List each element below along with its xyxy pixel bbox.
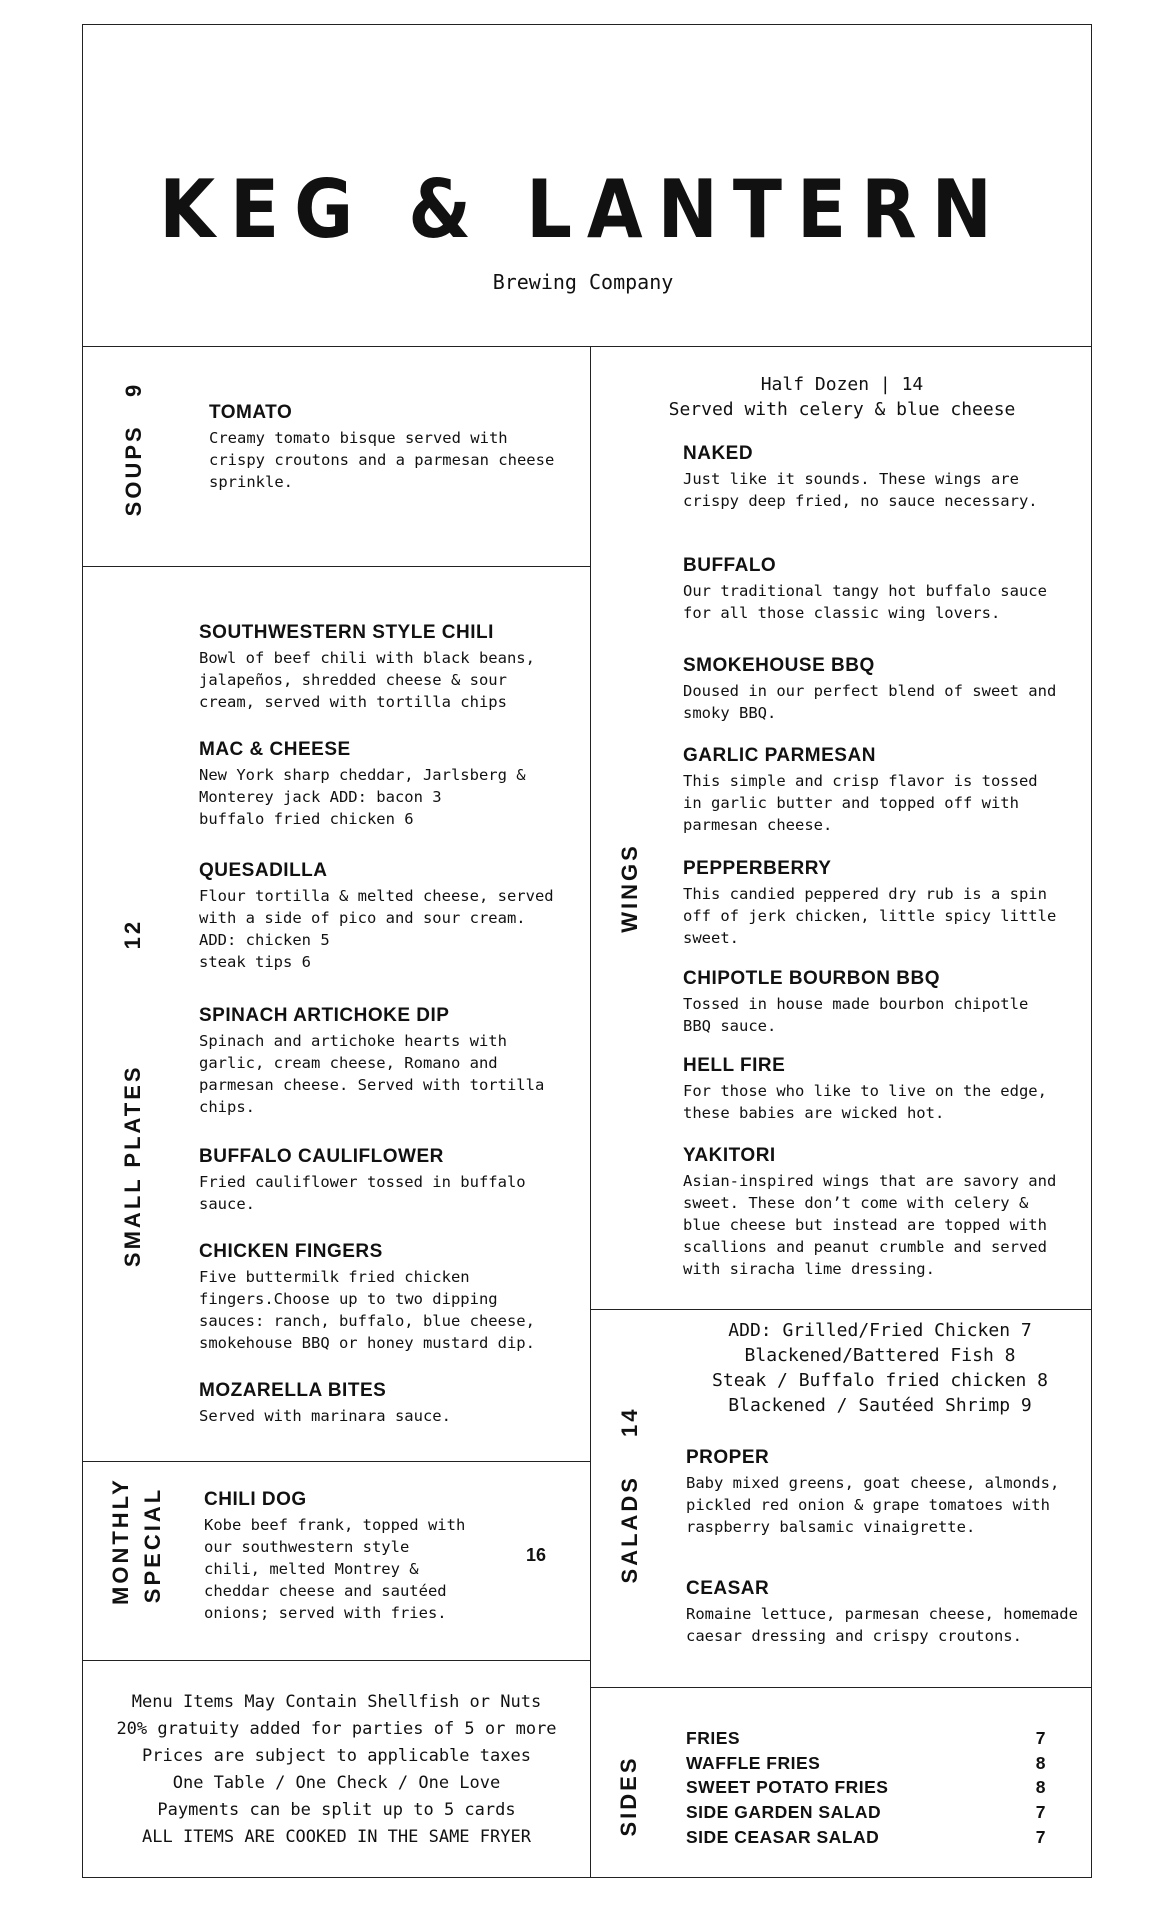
side-price: 8 (1035, 1777, 1046, 1797)
salads-price: 14 (617, 1406, 642, 1438)
item-desc: Spinach and artichoke hearts with garlic, cream cheese, Romano and parmesan cheese. Served with tortilla chips. (199, 1031, 545, 1116)
footer-note: One Table / One Check / One Love (172, 1773, 501, 1793)
menu-item (683, 1145, 1088, 1280)
side-item (686, 1753, 1046, 1777)
side-name: SWEET POTATO FRIES (686, 1777, 889, 1797)
soups-divider (82, 566, 590, 567)
item-desc: Kobe beef frank, topped with our southwestern style chili, melted Montrey & cheddar cheese and sautéed onions; served with fries. (204, 1515, 466, 1622)
menu-item (199, 739, 584, 830)
salads-add-line: Steak / Buffalo fried chicken 8 (712, 1370, 1048, 1391)
side-name: SIDE CEASAR SALAD (686, 1827, 880, 1847)
sides-label: SIDES (616, 1755, 641, 1837)
salads-add-line: Blackened / Sautéed Shrimp 9 (728, 1395, 1032, 1416)
wings-note-line2: Served with celery & blue cheese (668, 399, 1016, 420)
menu-item (683, 555, 1088, 624)
item-name: GARLIC PARMESAN (683, 745, 876, 766)
menu-item (199, 860, 584, 973)
item-name: PEPPERBERRY (683, 858, 832, 879)
wings-label: WINGS (617, 843, 642, 933)
menu-item (683, 443, 1088, 512)
salads-label-text: SALADS (617, 1475, 642, 1584)
salads-add-line: Blackened/Battered Fish 8 (744, 1345, 1016, 1366)
small-plates-price: 12 (120, 918, 145, 950)
menu-item (199, 1241, 584, 1354)
item-name: SMOKEHOUSE BBQ (683, 655, 875, 676)
menu-item (204, 1489, 504, 1624)
salads-label (617, 1395, 647, 1595)
soups-label (121, 349, 151, 549)
restaurant-title: KEG & LANTERN (159, 163, 1007, 256)
item-name: SPINACH ARTICHOKE DIP (199, 1005, 450, 1026)
item-desc: This candied peppered dry rub is a spin off of jerk chicken, little spicy little sweet. (683, 884, 1057, 947)
item-desc: Tossed in house made bourbon chipotle BBQ sauce. (683, 994, 1029, 1035)
soups-label-text: SOUPS (121, 424, 146, 517)
monthly-special-label (105, 1477, 169, 1605)
item-name: NAKED (683, 443, 754, 464)
menu-item (199, 1146, 584, 1215)
item-name: CEASAR (686, 1578, 770, 1599)
item-name: CHICKEN FINGERS (199, 1241, 383, 1262)
wings-note (592, 372, 1092, 422)
item-desc: Five buttermilk fried chicken fingers.Choose up to two dipping sauces: ranch, buffalo, blue cheese, smokehouse BBQ or honey mustard dip. (199, 1267, 535, 1352)
item-name: CHIPOTLE BOURBON BBQ (683, 968, 940, 989)
item-desc: Served with marinara sauce. (199, 1406, 451, 1425)
side-name: FRIES (686, 1728, 741, 1748)
item-name: QUESADILLA (199, 860, 328, 881)
footer-note: Prices are subject to applicable taxes (142, 1746, 531, 1766)
footer-note: Menu Items May Contain Shellfish or Nuts (131, 1692, 542, 1712)
salads-add-line: ADD: Grilled/Fried Chicken 7 (728, 1320, 1032, 1341)
item-desc: This simple and crisp flavor is tossed in garlic butter and topped off with parmesan cheese. (683, 771, 1038, 834)
menu-item (683, 858, 1088, 949)
monthly-special-label-line2: SPECIAL (140, 1486, 165, 1604)
item-desc: Our traditional tangy hot buffalo sauce for all those classic wing lovers. (683, 581, 1047, 622)
monthly-special-price: 16 (526, 1545, 547, 1565)
footer-note: Payments can be split up to 5 cards (157, 1800, 516, 1820)
item-name: SOUTHWESTERN STYLE CHILI (199, 622, 494, 643)
item-name: BUFFALO (683, 555, 777, 576)
small-plates-label-text: SMALL PLATES (120, 1064, 145, 1268)
wings-divider (590, 1309, 1092, 1310)
menu-item (686, 1447, 1090, 1538)
wings-note-line1: Half Dozen | 14 (760, 374, 924, 395)
item-name: MOZARELLA BITES (199, 1380, 387, 1401)
side-item (686, 1802, 1046, 1826)
footer-notes (84, 1689, 589, 1851)
menu-item (683, 655, 1088, 724)
item-desc: Bowl of beef chili with black beans, jalapeños, shredded cheese & sour cream, served with tortilla chips (199, 648, 535, 711)
item-desc: Doused in our perfect blend of sweet and smoky BBQ. (683, 681, 1057, 722)
item-desc: Creamy tomato bisque served with crispy croutons and a parmesan cheese sprinkle. (209, 428, 555, 491)
item-desc: Flour tortilla & melted cheese, served with a side of pico and sour cream. ADD: chicken 5 steak tips 6 (199, 886, 554, 971)
item-name: PROPER (686, 1447, 770, 1468)
side-item (686, 1777, 1046, 1801)
header-divider (82, 346, 1092, 347)
side-item (686, 1728, 1046, 1752)
menu-item (683, 745, 1088, 836)
menu-item (199, 1380, 584, 1427)
restaurant-subtitle: Brewing Company (492, 270, 674, 294)
item-name: HELL FIRE (683, 1055, 786, 1076)
menu-item (686, 1578, 1090, 1647)
item-desc: Just like it sounds. These wings are crispy deep fried, no sauce necessary. (683, 469, 1038, 510)
menu-item (199, 1005, 584, 1118)
monthly-special-label-line1: MONTHLY (108, 1477, 133, 1605)
item-name: TOMATO (209, 402, 293, 423)
side-name: WAFFLE FRIES (686, 1753, 821, 1773)
small-plates-label (120, 848, 150, 1338)
side-price: 7 (1035, 1827, 1046, 1847)
menu-item (209, 402, 579, 493)
item-name: MAC & CHEESE (199, 739, 351, 760)
salads-divider (590, 1687, 1092, 1688)
side-name: SIDE GARDEN SALAD (686, 1802, 882, 1822)
side-item (686, 1827, 1046, 1851)
item-name: BUFFALO CAULIFLOWER (199, 1146, 444, 1167)
salads-add-note (640, 1318, 1120, 1418)
item-name: CHILI DOG (204, 1489, 307, 1510)
item-desc: Baby mixed greens, goat cheese, almonds, pickled red onion & grape tomatoes with raspberry balsamic vinaigrette. (686, 1473, 1060, 1536)
soups-price: 9 (121, 381, 146, 397)
item-desc: For those who like to live on the edge, these babies are wicked hot. (683, 1081, 1047, 1122)
menu-item (683, 1055, 1088, 1124)
side-price: 7 (1035, 1728, 1046, 1748)
item-name: YAKITORI (683, 1145, 776, 1166)
item-desc: Romaine lettuce, parmesan cheese, homemade caesar dressing and crispy croutons. (686, 1604, 1078, 1645)
footer-note: ALL ITEMS ARE COOKED IN THE SAME FRYER (142, 1827, 531, 1847)
menu-item (683, 968, 1088, 1037)
item-desc: Fried cauliflower tossed in buffalo sauce. (199, 1172, 526, 1213)
item-desc: New York sharp cheddar, Jarlsberg & Monterey jack ADD: bacon 3 buffalo fried chicken 6 (199, 765, 526, 828)
small-plates-divider (82, 1461, 590, 1462)
side-price: 8 (1035, 1753, 1046, 1773)
footer-note: 20% gratuity added for parties of 5 or more (116, 1719, 557, 1739)
column-divider (590, 346, 591, 1878)
special-divider (82, 1660, 590, 1661)
menu-item (199, 622, 584, 713)
side-price: 7 (1035, 1802, 1046, 1822)
item-desc: Asian-inspired wings that are savory and sweet. These don’t come with celery & blue cheese but instead are topped with scallions and peanut crumble and served with siracha lime dressing. (683, 1171, 1057, 1278)
